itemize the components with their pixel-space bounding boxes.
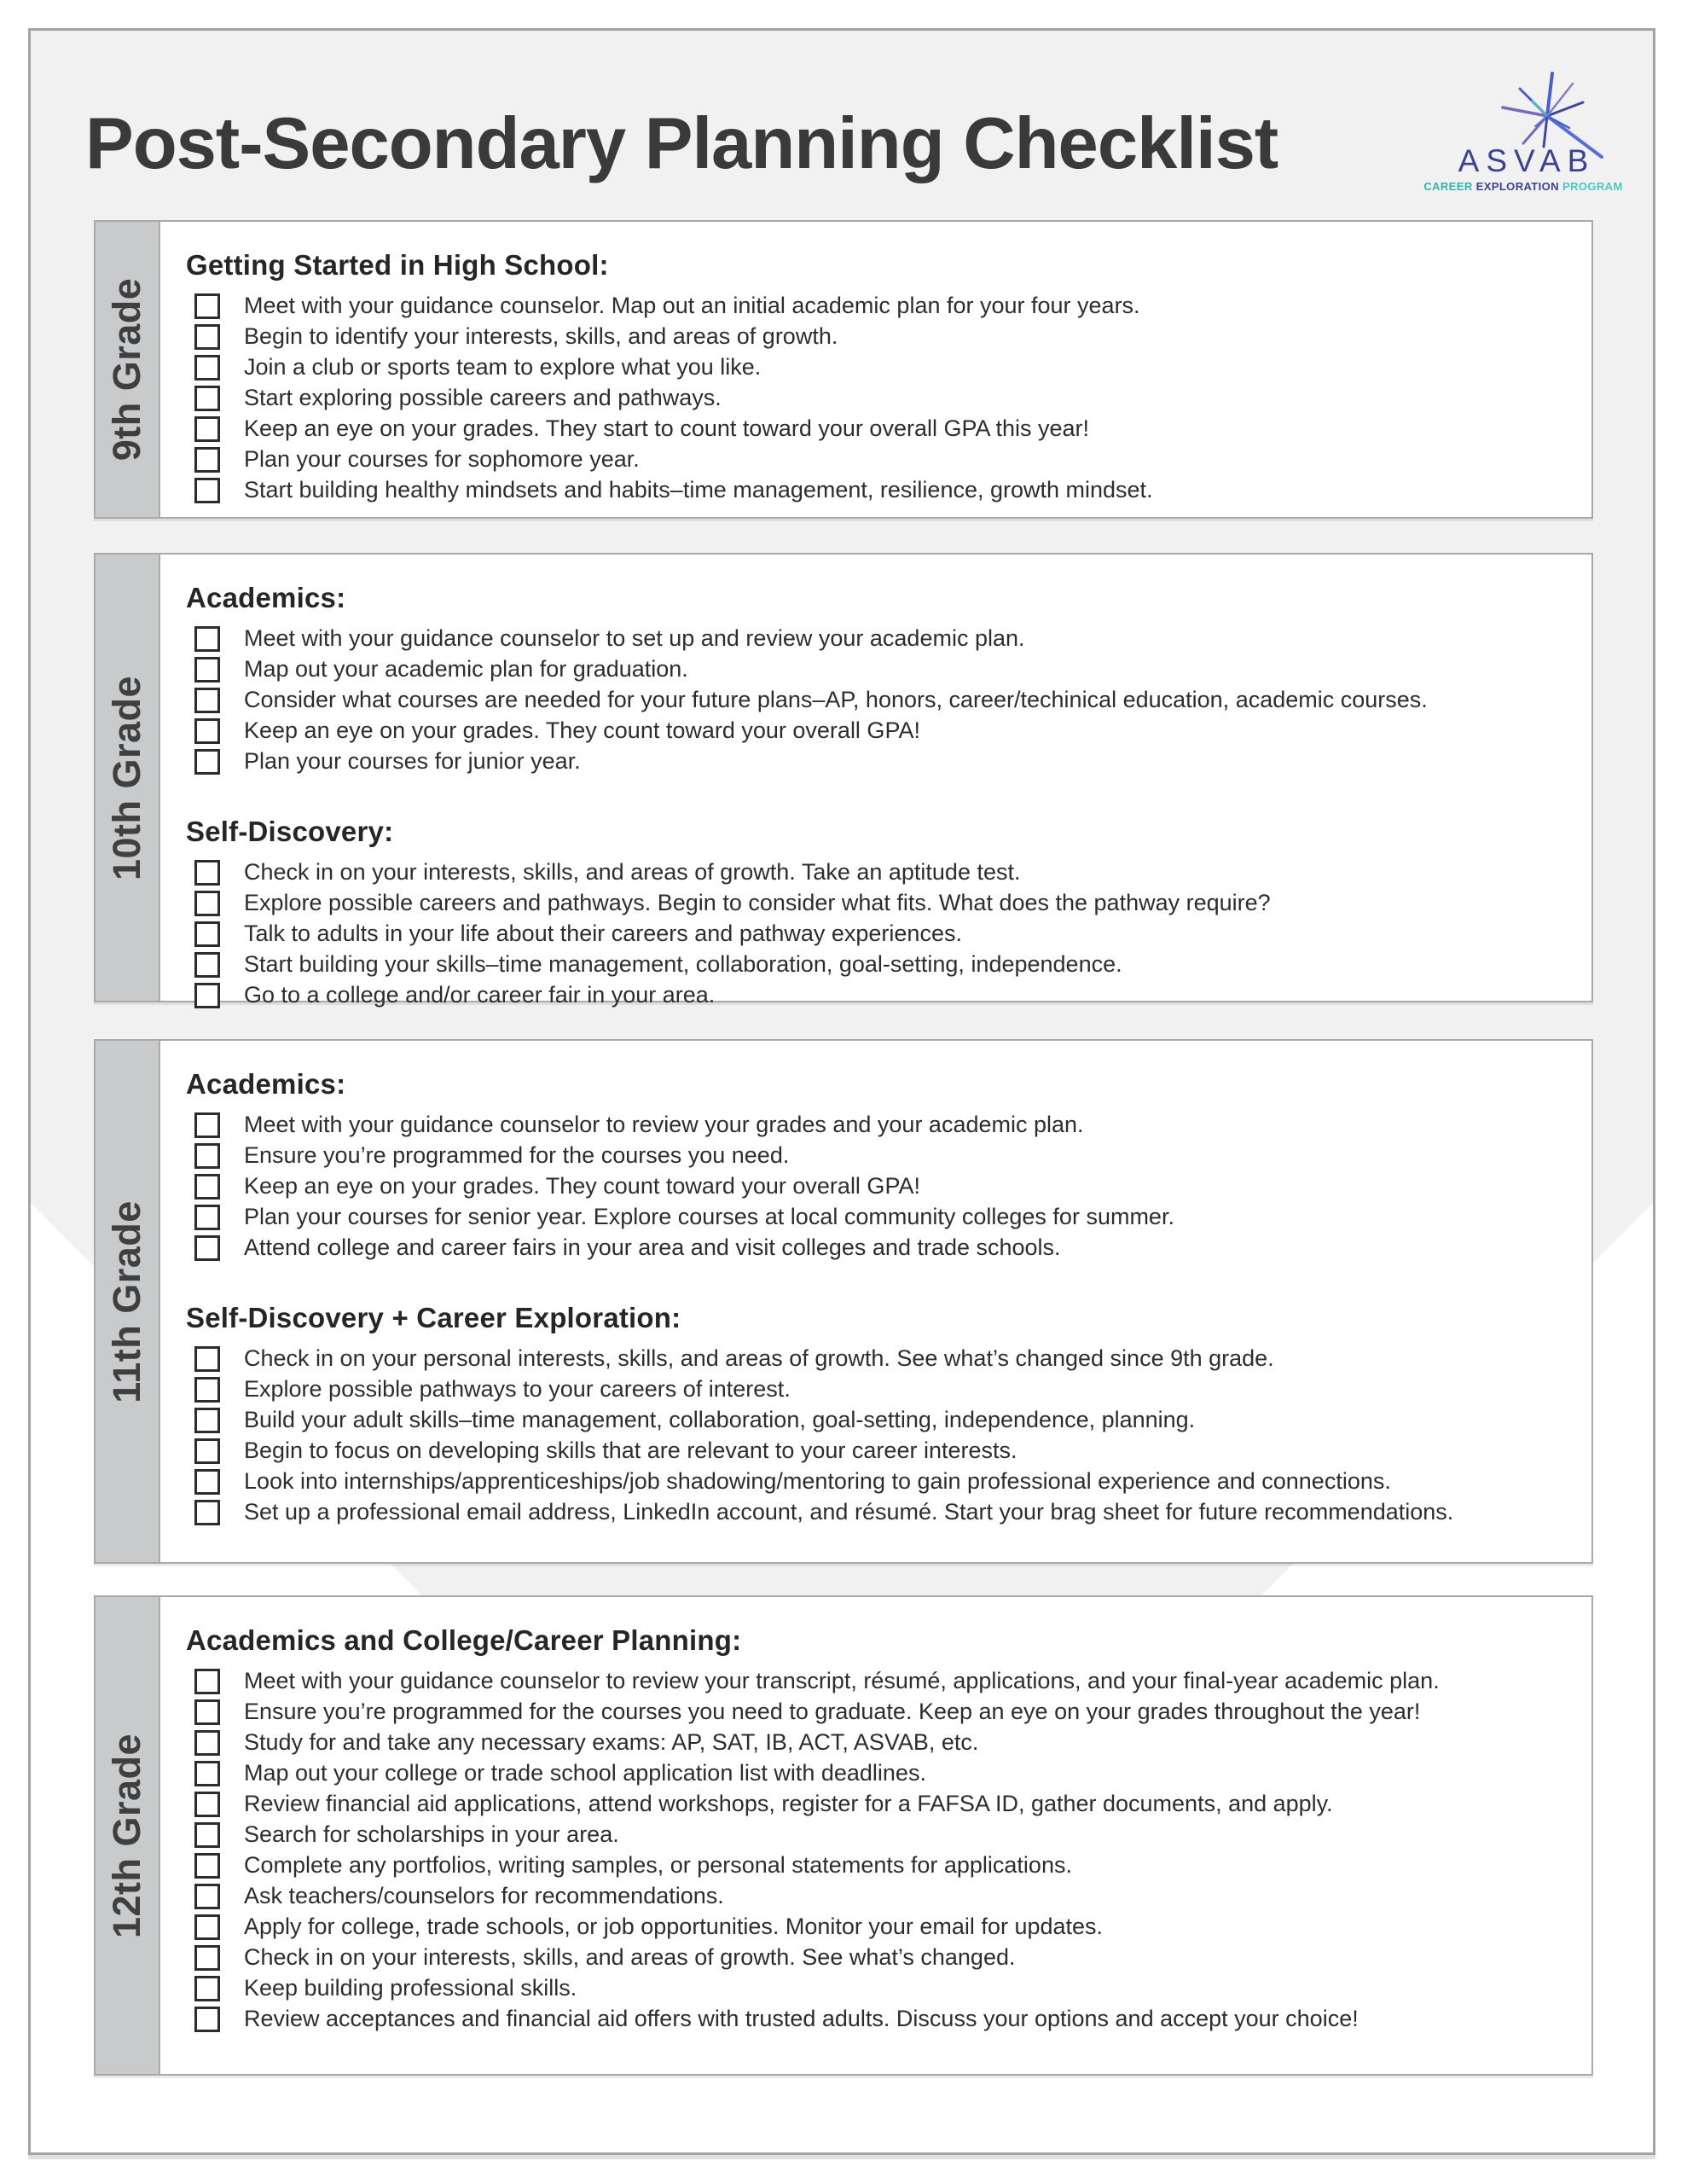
checklist-item-text: Review acceptances and financial aid offers with trusted adults. Discuss your options and accept your choice!: [244, 2006, 1359, 2031]
checkbox[interactable]: [194, 1699, 220, 1725]
checklist-item: [186, 1850, 1591, 1880]
asvab-tagline: [1423, 180, 1622, 193]
checklist-group: [186, 1068, 1591, 1263]
checklist-item-text: Meet with your guidance counselor to set up and review your academic plan.: [244, 625, 1025, 651]
checklist-item: [186, 2003, 1591, 2034]
checklist-item-text: Start building healthy mindsets and habits–time management, resilience, growth mindset.: [244, 477, 1153, 502]
checklist-item: [186, 653, 1591, 684]
checklist-item-text: Plan your courses for junior year.: [244, 748, 581, 774]
checklist-item-text: Ask teachers/counselors for recommendations.: [244, 1883, 724, 1908]
checklist-group: [186, 249, 1591, 505]
checklist-item-text: Explore possible careers and pathways. Begin to consider what fits. What does the pathway require?: [244, 890, 1271, 915]
grade-section-11th: [94, 1039, 1593, 1564]
grade-tab: [96, 1597, 160, 2074]
checklist-item: [186, 979, 1591, 1010]
checkbox[interactable]: [194, 626, 220, 652]
checkbox[interactable]: [194, 718, 220, 744]
grade-tab: [96, 555, 160, 1001]
page-title: Post-Secondary Planning Checklist: [85, 103, 1278, 184]
group-heading: Self-Discovery:: [186, 816, 394, 847]
group-heading: Academics:: [186, 1068, 346, 1100]
checkbox[interactable]: [194, 1976, 220, 2001]
grade-label: 10th Grade: [105, 675, 148, 880]
checkbox[interactable]: [194, 688, 220, 713]
checklist-item: [186, 746, 1591, 776]
grade-section-9th: [94, 220, 1593, 519]
checklist-item: [186, 1435, 1591, 1466]
checkbox[interactable]: [194, 1761, 220, 1786]
checkbox[interactable]: [194, 386, 220, 411]
checklist-item-text: Map out your academic plan for graduation.: [244, 656, 688, 682]
checkbox[interactable]: [194, 1945, 220, 1971]
group-heading: Academics and College/Career Planning:: [186, 1624, 742, 1656]
checklist-item-text: Attend college and career fairs in your area and visit colleges and trade schools.: [244, 1234, 1061, 1260]
tagline-program: PROGRAM: [1562, 180, 1623, 193]
checklist-item-text: Study for and take any necessary exams: AP, SAT, IB, ACT, ASVAB, etc.: [244, 1729, 979, 1755]
grade-tab: [96, 1041, 160, 1562]
checklist-item-text: Meet with your guidance counselor. Map out an initial academic plan for your four years.: [244, 293, 1140, 318]
grade-label: 12th Grade: [105, 1733, 148, 1938]
checklist-group: [186, 816, 1591, 1010]
checklist-group: [186, 582, 1591, 776]
checklist-item: [186, 887, 1591, 918]
checkbox[interactable]: [194, 1438, 220, 1464]
checkbox[interactable]: [194, 1346, 220, 1372]
checkbox[interactable]: [194, 293, 220, 319]
checklist-item-text: Meet with your guidance counselor to review your grades and your academic plan.: [244, 1112, 1084, 1137]
checklist-item: [186, 1696, 1591, 1727]
group-heading: Academics:: [186, 582, 346, 613]
checklist-item-text: Check in on your personal interests, skills, and areas of growth. See what’s changed since 9th grade.: [244, 1345, 1274, 1371]
checklist-item: [186, 1911, 1591, 1942]
checkbox[interactable]: [194, 1174, 220, 1199]
checklist-item: [186, 1232, 1591, 1263]
checklist-group: [186, 1302, 1591, 1527]
checklist-item-text: Consider what courses are needed for your future plans–AP, honors, career/techinical education, academic courses.: [244, 687, 1428, 712]
checklist-item: [186, 382, 1591, 413]
checklist-item-text: Meet with your guidance counselor to review your transcript, résumé, applications, and your final-year academic plan.: [244, 1668, 1440, 1693]
checkbox[interactable]: [194, 860, 220, 886]
checklist-item-text: Check in on your interests, skills, and areas of growth. See what’s changed.: [244, 1944, 1016, 1970]
checkbox[interactable]: [194, 657, 220, 682]
checkbox[interactable]: [194, 891, 220, 916]
checklist-item: [186, 1140, 1591, 1170]
checklist-item: [186, 351, 1591, 382]
grade-label: 11th Grade: [105, 1199, 148, 1403]
checklist-item-text: Search for scholarships in your area.: [244, 1821, 619, 1847]
checkbox[interactable]: [194, 1205, 220, 1230]
checklist-item: [186, 290, 1591, 321]
checkbox[interactable]: [194, 1669, 220, 1694]
checkbox[interactable]: [194, 1822, 220, 1848]
checklist-item-text: Plan your courses for senior year. Explore courses at local community colleges for summer.: [244, 1204, 1174, 1229]
checkbox[interactable]: [194, 1792, 220, 1817]
checklist-item: [186, 474, 1591, 505]
checklist-item: [186, 1466, 1591, 1496]
checkbox[interactable]: [194, 1112, 220, 1138]
checkbox[interactable]: [194, 416, 220, 442]
checklist-item-text: Start building your skills–time management, collaboration, goal-setting, independence.: [244, 951, 1122, 977]
checklist-item: [186, 1665, 1591, 1696]
checklist-item: [186, 1201, 1591, 1232]
checklist-item: [186, 1343, 1591, 1374]
checklist-item-text: Build your adult skills–time management, collaboration, goal-setting, independence, planning.: [244, 1407, 1196, 1432]
checklist-group: [186, 1624, 1591, 2034]
checkbox[interactable]: [194, 952, 220, 978]
checkbox[interactable]: [194, 2007, 220, 2032]
checklist-item: [186, 1819, 1591, 1850]
asvab-logo: [1395, 72, 1651, 193]
section-content: [160, 555, 1591, 1008]
checklist-item: [186, 1942, 1591, 1972]
checklist-item-text: Complete any portfolios, writing samples, or personal statements for applications.: [244, 1852, 1072, 1878]
checkbox[interactable]: [194, 1914, 220, 1940]
checkbox[interactable]: [194, 1730, 220, 1756]
tagline-exploration: EXPLORATION: [1475, 180, 1559, 193]
checklist-item: [186, 1757, 1591, 1788]
document-page: [28, 28, 1655, 2155]
checkbox[interactable]: [194, 983, 220, 1008]
asvab-wordmark: ASVAB: [1458, 143, 1596, 178]
checklist-item: [186, 918, 1591, 949]
checkbox[interactable]: [194, 1884, 220, 1909]
group-heading: Getting Started in High School:: [186, 249, 609, 281]
section-content: [160, 222, 1591, 517]
checkbox[interactable]: [194, 1143, 220, 1169]
checklist-item: [186, 321, 1591, 351]
checklist-item-text: Go to a college and/or career fair in your area.: [244, 982, 716, 1008]
checklist-item: [186, 623, 1591, 653]
checklist-item: [186, 1109, 1591, 1140]
checklist-item-text: Look into internships/apprenticeships/job shadowing/mentoring to gain professional experience and connections.: [244, 1468, 1391, 1494]
checklist-item: [186, 684, 1591, 715]
checklist-item-text: Start exploring possible careers and pathways.: [244, 385, 722, 410]
checklist-item: [186, 1374, 1591, 1404]
checkbox[interactable]: [194, 749, 220, 775]
checklist-item: [186, 1170, 1591, 1201]
checklist-item: [186, 1727, 1591, 1757]
tagline-career: CAREER: [1423, 180, 1473, 193]
checklist-item-text: Keep an eye on your grades. They count toward your overall GPA!: [244, 717, 920, 743]
checkbox[interactable]: [194, 1500, 220, 1525]
checklist-item-text: Begin to focus on developing skills that are relevant to your career interests.: [244, 1438, 1017, 1463]
checklist-item-text: Plan your courses for sophomore year.: [244, 446, 640, 472]
checklist-item-text: Talk to adults in your life about their careers and pathway experiences.: [244, 921, 962, 946]
checklist-item-text: Explore possible pathways to your careers of interest.: [244, 1376, 791, 1402]
section-content: [160, 1041, 1591, 1562]
checklist-item: [186, 949, 1591, 979]
checklist-item: [186, 1788, 1591, 1819]
grade-section-12th: [94, 1595, 1593, 2076]
checkbox[interactable]: [194, 478, 220, 503]
checkbox[interactable]: [194, 355, 220, 380]
checklist-item-text: Keep an eye on your grades. They start to count toward your overall GPA this year!: [244, 415, 1090, 441]
grade-tab: [96, 222, 160, 517]
grade-section-10th: [94, 553, 1593, 1008]
checkbox[interactable]: [194, 1469, 220, 1495]
section-content: [160, 1597, 1591, 2074]
checklist-item-text: Keep an eye on your grades. They count toward your overall GPA!: [244, 1173, 920, 1199]
checklist-item-text: Review financial aid applications, attend workshops, register for a FAFSA ID, gather documents, and apply.: [244, 1791, 1333, 1816]
checkbox[interactable]: [194, 447, 220, 473]
checklist-item-text: Ensure you’re programmed for the courses you need to graduate. Keep an eye on your grades throughout the year!: [244, 1699, 1421, 1724]
checklist-item: [186, 1972, 1591, 2003]
checklist-item: [186, 1880, 1591, 1911]
checklist-item-text: Map out your college or trade school application list with deadlines.: [244, 1760, 926, 1786]
group-heading: Self-Discovery + Career Exploration:: [186, 1302, 681, 1333]
checklist-item: [186, 1404, 1591, 1435]
checkbox[interactable]: [194, 324, 220, 350]
grade-label: 9th Grade: [105, 277, 148, 462]
checklist-item-text: Join a club or sports team to explore what you like.: [244, 354, 762, 380]
checkbox[interactable]: [194, 1377, 220, 1403]
checklist-item: [186, 444, 1591, 474]
checklist-item-text: Apply for college, trade schools, or job opportunities. Monitor your email for updates.: [244, 1914, 1104, 1939]
checklist-item-text: Ensure you’re programmed for the courses you need.: [244, 1142, 790, 1168]
checklist-item-text: Set up a professional email address, LinkedIn account, and résumé. Start your brag sheet for future recommendations.: [244, 1499, 1454, 1525]
checklist-item: [186, 1496, 1591, 1527]
checklist-item-text: Begin to identify your interests, skills, and areas of growth.: [244, 323, 838, 349]
checkbox[interactable]: [194, 1853, 220, 1879]
checklist-item-text: Keep building professional skills.: [244, 1975, 577, 2001]
checkbox[interactable]: [194, 921, 220, 947]
checklist-item-text: Check in on your interests, skills, and areas of growth. Take an aptitude test.: [244, 859, 1021, 885]
checklist-item: [186, 413, 1591, 444]
checklist-item: [186, 715, 1591, 746]
checkbox[interactable]: [194, 1408, 220, 1433]
checklist-item: [186, 857, 1591, 887]
checkbox[interactable]: [194, 1235, 220, 1261]
